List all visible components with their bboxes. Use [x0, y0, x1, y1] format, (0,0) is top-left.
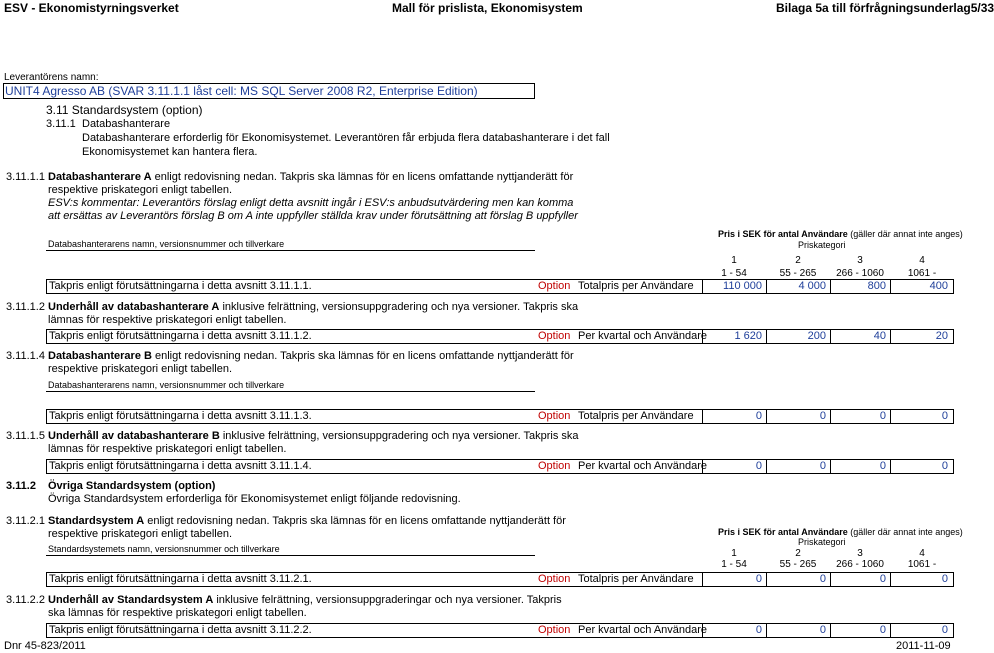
item-3-11-1-5-text-1: inklusive felrättning, versionsuppgradering och nya versioner. Takpris ska — [219, 430, 579, 442]
range-2-3: 266 - 1060 — [836, 559, 884, 570]
item-3-11-1-4-text — [48, 350, 574, 362]
row-label: Takpris enligt förutsättningarna i detta avsnitt 3.11.1.4. — [49, 460, 312, 472]
section-3-11-1-desc-1: Databashanterare erforderlig för Ekonomisystemet. Leverantören får erbjuda flera databashanterare i det fall — [82, 132, 610, 144]
price-header-1-rest: (gäller där annat inte anges) — [847, 229, 963, 239]
price-cell[interactable]: 0 — [819, 573, 826, 585]
row-label: Takpris enligt förutsättningarna i detta avsnitt 3.11.1.1. — [49, 280, 312, 292]
esv-comment-1: ESV:s kommentar: Leverantörs förslag enligt detta avsnitt ingår i ESV:s anbudsutvärdering men kan komma — [48, 197, 574, 209]
cat-1-3: 3 — [857, 255, 863, 266]
cat-1-1: 1 — [731, 255, 737, 266]
item-3-11-1-4-number: 3.11.1.4 — [6, 350, 45, 362]
row-label: Takpris enligt förutsättningarna i detta avsnitt 3.11.2.2. — [49, 624, 312, 636]
price-cell[interactable]: 0 — [819, 624, 826, 636]
price-cell[interactable]: 0 — [941, 573, 948, 585]
option-label: Option — [538, 410, 571, 422]
item-3-11-1-2-text — [48, 301, 578, 313]
price-cell[interactable]: 400 — [929, 280, 948, 292]
price-cell[interactable]: 0 — [755, 624, 762, 636]
range-1-4: 1061 - — [907, 268, 937, 279]
vendor-value: UNIT4 Agresso AB (SVAR 3.11.1.1 låst cell: MS SQL Server 2008 R2, Enterprise Edition) — [5, 84, 478, 98]
price-header-2-rest: (gäller där annat inte anges) — [847, 527, 963, 537]
item-3-11-1-1-bold: Databashanterare A — [48, 171, 152, 183]
item-3-11-1-1-text-2: respektive priskategori enligt tabellen. — [48, 184, 233, 196]
unit-label: Per kvartal och Användare — [578, 330, 708, 342]
range-1-3: 266 - 1060 — [836, 268, 884, 279]
db-name-field-1[interactable] — [46, 250, 535, 251]
item-3-11-1-2-text-2: lämnas för respektive priskategori enligt tabellen. — [48, 314, 287, 326]
section-3-11-1-title: Databashanterare — [82, 118, 171, 130]
item-3-11-1-5-number: 3.11.1.5 — [6, 430, 45, 442]
price-header-1 — [718, 229, 963, 239]
range-1-2: 55 - 265 — [779, 268, 817, 279]
item-3-11-2-2-text-1: inklusive felrättning, versionsuppgraderingar och nya versioner. Takpris — [213, 594, 562, 606]
range-2-1: 1 - 54 — [721, 559, 747, 570]
db-name-field-2[interactable] — [46, 391, 535, 392]
price-cell[interactable]: 0 — [941, 624, 948, 636]
price-cell[interactable]: 0 — [755, 460, 762, 472]
footer-dnr: Dnr 45-823/2011 — [4, 640, 86, 652]
price-cell[interactable]: 0 — [941, 460, 948, 472]
item-3-11-1-5-text-2: lämnas för respektive priskategori enligt tabellen. — [48, 443, 287, 455]
unit-label: Totalpris per Användare — [578, 573, 694, 585]
cat-2-2: 2 — [795, 548, 801, 559]
cat-1-2: 2 — [795, 255, 801, 266]
unit-label: Per kvartal och Användare — [578, 460, 708, 472]
item-3-11-1-1-text — [48, 171, 573, 183]
price-header-2 — [718, 527, 963, 537]
item-3-11-2-2-text-2: ska lämnas för respektive priskategori enligt tabellen. — [48, 607, 307, 619]
price-header-2-bold: Pris i SEK för antal Användare — [718, 527, 848, 537]
item-3-11-1-2-text-1: inklusive felrättning, versionsuppgradering och nya versioner. Takpris ska — [219, 301, 579, 313]
price-cell[interactable]: 0 — [819, 460, 826, 472]
range-2-4: 1061 - — [907, 559, 937, 570]
option-label: Option — [538, 624, 571, 636]
section-3-11-2-title: Övriga Standardsystem (option) — [48, 480, 216, 492]
item-3-11-1-2-bold: Underhåll av databashanterare A — [48, 301, 220, 313]
unit-label: Totalpris per Användare — [578, 410, 694, 422]
item-3-11-1-1-number: 3.11.1.1 — [6, 171, 45, 183]
db-name-label-2: Databashanterarens namn, versionsnummer och tillverkare — [48, 380, 285, 390]
price-cell[interactable]: 0 — [941, 410, 948, 422]
price-cell[interactable]: 1 620 — [734, 330, 762, 342]
section-3-11-2-number: 3.11.2 — [6, 480, 36, 492]
cat-1-4: 4 — [919, 255, 925, 266]
section-3-11-1-number: 3.11.1 — [46, 118, 76, 130]
header-center: Mall för prislista, Ekonomisystem — [392, 1, 583, 15]
footer-date: 2011-11-09 — [896, 640, 951, 652]
section-3-11-2-desc: Övriga Standardsystem erforderliga för Ekonomisystemet enligt följande redovisning. — [48, 493, 461, 505]
item-3-11-1-5-bold: Underhåll av databashanterare B — [48, 430, 220, 442]
item-3-11-1-4-bold: Databashanterare B — [48, 350, 152, 362]
row-label: Takpris enligt förutsättningarna i detta avsnitt 3.11.1.2. — [49, 330, 312, 342]
std-name-label: Standardsystemets namn, versionsnummer och tillverkare — [48, 544, 280, 554]
price-cell[interactable]: 0 — [819, 410, 826, 422]
cat-2-1: 1 — [731, 548, 737, 559]
price-cell[interactable]: 4 000 — [798, 280, 826, 292]
price-cell[interactable]: 0 — [879, 573, 886, 585]
cat-2-3: 3 — [857, 548, 863, 559]
header-right: Bilaga 5a till förfrågningsunderlag5/33 — [776, 1, 994, 15]
item-3-11-1-2-number: 3.11.1.2 — [6, 301, 45, 313]
item-3-11-2-1-text-2: respektive priskategori enligt tabellen. — [48, 528, 233, 540]
option-label: Option — [538, 460, 571, 472]
item-3-11-2-1-number: 3.11.2.1 — [6, 515, 45, 527]
option-label: Option — [538, 280, 571, 292]
item-3-11-1-1-text-1: enligt redovisning nedan. Takpris ska lämnas för en licens omfattande nyttjanderätt för — [151, 171, 574, 183]
item-3-11-1-4-text-1: enligt redovisning nedan. Takpris ska lämnas för en licens omfattande nyttjanderätt för — [151, 350, 574, 362]
item-3-11-2-1-text — [48, 515, 566, 527]
range-2-2: 55 - 265 — [779, 559, 817, 570]
item-3-11-2-2-bold: Underhåll av Standardsystem A — [48, 594, 214, 606]
std-name-field[interactable] — [46, 555, 535, 556]
option-label: Option — [538, 573, 571, 585]
priskategori-2: Priskategori — [798, 537, 846, 547]
price-cell[interactable]: 0 — [879, 410, 886, 422]
item-3-11-2-2-text — [48, 594, 562, 606]
item-3-11-1-5-text — [48, 430, 579, 442]
header-left: ESV - Ekonomistyrningsverket — [4, 1, 179, 15]
db-name-label-1: Databashanterarens namn, versionsnummer och tillverkare — [48, 239, 285, 249]
price-cell[interactable]: 40 — [873, 330, 886, 342]
price-cell[interactable]: 0 — [755, 410, 762, 422]
row-label: Takpris enligt förutsättningarna i detta avsnitt 3.11.2.1. — [49, 573, 312, 585]
section-3-11-1-desc-2: Ekonomisystemet kan hantera flera. — [82, 146, 258, 158]
price-cell[interactable]: 200 — [807, 330, 826, 342]
range-1-1: 1 - 54 — [721, 268, 747, 279]
price-cell[interactable]: 0 — [755, 573, 762, 585]
price-cell[interactable]: 110 000 — [723, 280, 762, 292]
price-cell[interactable]: 800 — [867, 280, 886, 292]
item-3-11-2-1-text-1: enligt redovisning nedan. Takpris ska lämnas för en licens omfattande nyttjanderätt för — [144, 515, 566, 527]
price-cell[interactable]: 20 — [935, 330, 948, 342]
item-3-11-2-2-number: 3.11.2.2 — [6, 594, 45, 606]
item-3-11-2-1-bold: Standardsystem A — [48, 515, 145, 527]
unit-label: Per kvartal och Användare — [578, 624, 708, 636]
option-label: Option — [538, 330, 571, 342]
price-header-1-bold: Pris i SEK för antal Användare — [718, 229, 848, 239]
item-3-11-1-4-text-2: respektive priskategori enligt tabellen. — [48, 363, 233, 375]
priskategori-1: Priskategori — [798, 240, 846, 250]
section-3-11-title: 3.11 Standardsystem (option) — [46, 103, 203, 117]
row-label: Takpris enligt förutsättningarna i detta avsnitt 3.11.1.3. — [49, 410, 312, 422]
vendor-label: Leverantörens namn: — [4, 72, 99, 83]
esv-comment-2: att ersättas av Leverantörs förslag B om A inte uppfyller ställda krav under förutsättning att förslag B uppfyller — [48, 210, 578, 222]
cat-2-4: 4 — [919, 548, 925, 559]
unit-label: Totalpris per Användare — [578, 280, 694, 292]
price-cell[interactable]: 0 — [879, 624, 886, 636]
price-cell[interactable]: 0 — [879, 460, 886, 472]
